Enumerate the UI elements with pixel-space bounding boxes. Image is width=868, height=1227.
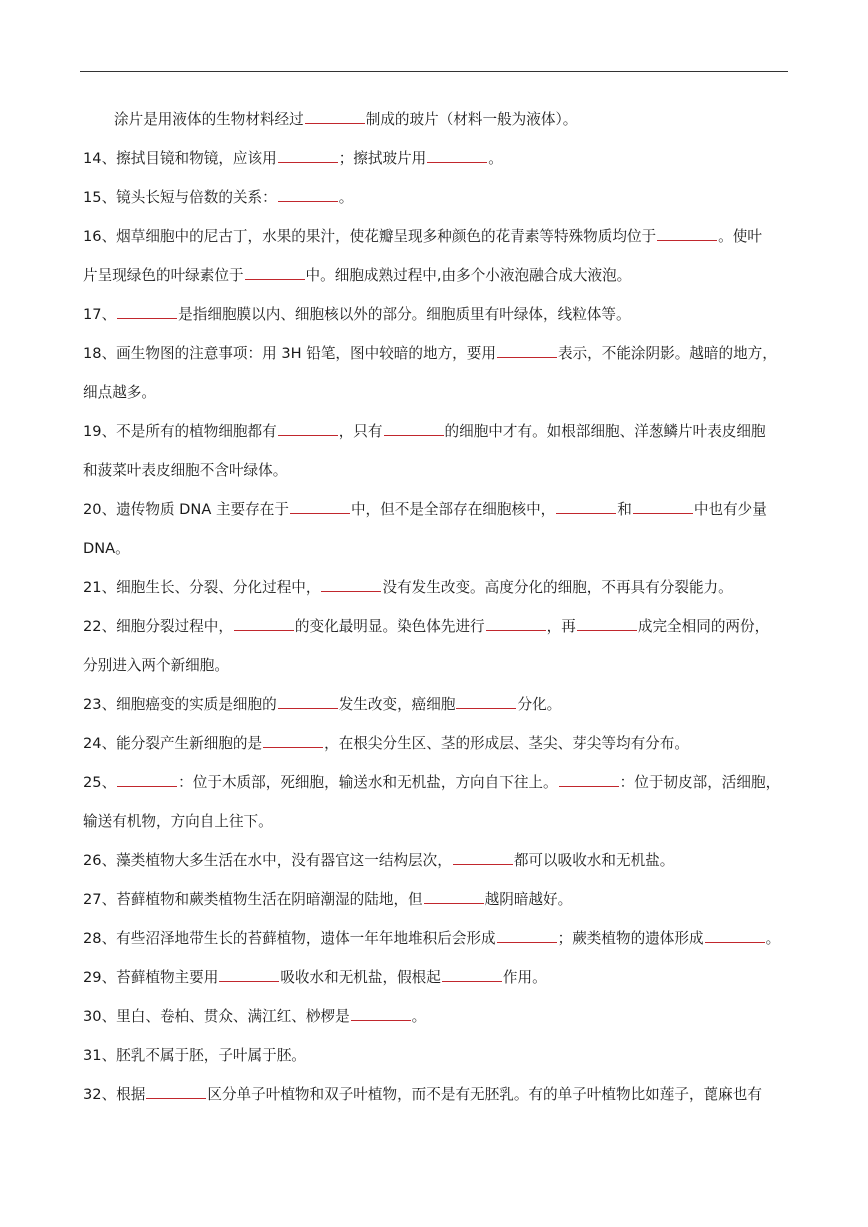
text-segment: 的细胞中才有。如根部细胞、洋葱鳞片叶表皮细胞 bbox=[444, 423, 766, 440]
text-segment: 。使叶 bbox=[718, 228, 762, 245]
text-segment: ，再 bbox=[546, 618, 576, 635]
text-line bbox=[83, 460, 788, 482]
header-rule bbox=[80, 71, 788, 72]
text-segment: 。 bbox=[338, 189, 354, 206]
text-segment: 24、能分裂产生新细胞的是 bbox=[83, 735, 263, 752]
text-segment: 区分单子叶植物和双子叶植物，而不是有无胚乳。有的单子叶植物比如莲子，蓖麻也有 bbox=[207, 1086, 762, 1103]
text-line bbox=[114, 109, 788, 131]
fill-in-blank[interactable] bbox=[559, 772, 619, 787]
text-line bbox=[83, 226, 788, 248]
text-line bbox=[83, 499, 788, 521]
fill-in-blank[interactable] bbox=[321, 577, 381, 592]
text-segment: 输送有机物，方向自上往下。 bbox=[83, 813, 273, 830]
text-line bbox=[83, 421, 788, 443]
text-segment: DNA。 bbox=[83, 540, 130, 557]
fill-in-blank[interactable] bbox=[245, 265, 305, 280]
text-line bbox=[83, 538, 788, 560]
text-segment: 19、不是所有的植物细胞都有 bbox=[83, 423, 277, 440]
text-segment: 15、镜头长短与倍数的关系： bbox=[83, 189, 277, 206]
text-segment: ：位于木质部，死细胞，输送水和无机盐，方向自下往上。 bbox=[178, 774, 558, 791]
text-segment: 中，但不是全部存在细胞核中， bbox=[350, 501, 556, 518]
fill-in-blank[interactable] bbox=[278, 421, 338, 436]
fill-in-blank[interactable] bbox=[486, 616, 546, 631]
text-line bbox=[83, 694, 788, 716]
text-segment: ；擦拭玻片用 bbox=[338, 150, 427, 167]
text-segment: 。 bbox=[765, 930, 781, 947]
text-segment: 26、藻类植物大多生活在水中，没有器官这一结构层次， bbox=[83, 852, 452, 869]
text-segment: 片呈现绿色的叶绿素位于 bbox=[83, 267, 244, 284]
text-segment: 都可以吸收水和无机盐。 bbox=[513, 852, 675, 869]
text-segment: 29、苔藓植物主要用 bbox=[83, 969, 219, 986]
text-line bbox=[83, 1045, 788, 1067]
text-line bbox=[83, 811, 788, 833]
fill-in-blank[interactable] bbox=[384, 421, 444, 436]
text-segment: 制成的玻片（材料一般为液体）。 bbox=[365, 111, 578, 128]
text-line bbox=[83, 577, 788, 599]
fill-in-blank[interactable] bbox=[497, 343, 557, 358]
fill-in-blank[interactable] bbox=[497, 928, 557, 943]
text-line bbox=[83, 733, 788, 755]
text-line bbox=[83, 928, 788, 950]
text-segment: 和 bbox=[617, 501, 632, 518]
fill-in-blank[interactable] bbox=[633, 499, 693, 514]
text-segment: 17、 bbox=[83, 306, 117, 323]
fill-in-blank[interactable] bbox=[705, 928, 765, 943]
text-line bbox=[83, 655, 788, 677]
text-segment: 14、擦拭目镜和物镜，应该用 bbox=[83, 150, 277, 167]
text-segment: 越阴暗越好。 bbox=[484, 891, 573, 908]
fill-in-blank[interactable] bbox=[117, 304, 177, 319]
text-segment: 中也有少量 bbox=[693, 501, 767, 518]
text-segment: ，只有 bbox=[338, 423, 383, 440]
text-segment: ，在根尖分生区、茎的形成层、茎尖、芽尖等均有分布。 bbox=[324, 735, 689, 752]
text-segment: 28、有些沼泽地带生长的苔藓植物，遗体一年年地堆积后会形成 bbox=[83, 930, 496, 947]
text-line bbox=[83, 265, 788, 287]
text-segment: 21、细胞生长、分裂、分化过程中， bbox=[83, 579, 321, 596]
text-segment: ；蕨类植物的遗体形成 bbox=[557, 930, 704, 947]
fill-in-blank[interactable] bbox=[577, 616, 637, 631]
text-segment: 20、遗传物质 DNA 主要存在于 bbox=[83, 501, 289, 518]
text-segment: 表示，不能涂阴影。越暗的地方， bbox=[557, 345, 777, 362]
fill-in-blank[interactable] bbox=[424, 889, 484, 904]
fill-in-blank[interactable] bbox=[290, 499, 350, 514]
text-segment: 25、 bbox=[83, 774, 117, 791]
fill-in-blank[interactable] bbox=[305, 109, 365, 124]
fill-in-blank[interactable] bbox=[453, 850, 513, 865]
fill-in-blank[interactable] bbox=[556, 499, 616, 514]
text-line bbox=[83, 889, 788, 911]
text-segment: 分化。 bbox=[517, 696, 562, 713]
text-segment: 和菠菜叶表皮细胞不含叶绿体。 bbox=[83, 462, 288, 479]
text-segment: ：位于韧皮部，活细胞， bbox=[619, 774, 781, 791]
text-segment: 22、细胞分裂过程中， bbox=[83, 618, 233, 635]
text-segment: 30、里白、卷柏、贯众、满江红、桫椤是 bbox=[83, 1008, 350, 1025]
fill-in-blank[interactable] bbox=[427, 148, 487, 163]
text-segment: 是指细胞膜以内、细胞核以外的部分。细胞质里有叶绿体，线粒体等。 bbox=[178, 306, 631, 323]
text-line bbox=[83, 850, 788, 872]
fill-in-blank[interactable] bbox=[442, 967, 502, 982]
fill-in-blank[interactable] bbox=[278, 694, 338, 709]
text-segment: 27、苔藓植物和蕨类植物生活在阴暗潮湿的陆地，但 bbox=[83, 891, 423, 908]
fill-in-blank[interactable] bbox=[263, 733, 323, 748]
fill-in-blank[interactable] bbox=[657, 226, 717, 241]
text-segment: 。 bbox=[488, 150, 503, 167]
text-line bbox=[83, 382, 788, 404]
text-line bbox=[83, 772, 788, 794]
fill-in-blank[interactable] bbox=[234, 616, 294, 631]
text-segment: 吸收水和无机盐，假根起 bbox=[280, 969, 441, 986]
text-segment: 23、细胞癌变的实质是细胞的 bbox=[83, 696, 277, 713]
text-segment: 31、胚乳不属于胚，子叶属于胚。 bbox=[83, 1047, 306, 1064]
text-segment: 发生改变，癌细胞 bbox=[338, 696, 456, 713]
text-line bbox=[83, 187, 788, 209]
text-segment: 作用。 bbox=[502, 969, 547, 986]
fill-in-blank[interactable] bbox=[278, 187, 338, 202]
fill-in-blank[interactable] bbox=[278, 148, 338, 163]
text-segment: 成完全相同的两份， bbox=[637, 618, 770, 635]
text-line bbox=[83, 148, 788, 170]
text-segment: 没有发生改变。高度分化的细胞，不再具有分裂能力。 bbox=[382, 579, 733, 596]
text-segment: 细点越多。 bbox=[83, 384, 156, 401]
text-segment: 18、画生物图的注意事项：用 3H 铅笔，图中较暗的地方，要用 bbox=[83, 345, 496, 362]
text-line bbox=[83, 616, 788, 638]
text-segment: 的变化最明显。染色体先进行 bbox=[294, 618, 485, 635]
text-line bbox=[83, 304, 788, 326]
fill-in-blank[interactable] bbox=[219, 967, 279, 982]
text-segment: 16、烟草细胞中的尼古丁，水果的果汁，使花瓣呈现多种颜色的花青素等特殊物质均位于 bbox=[83, 228, 657, 245]
fill-in-blank[interactable] bbox=[456, 694, 516, 709]
text-line bbox=[83, 343, 788, 365]
text-line bbox=[83, 1006, 788, 1028]
text-segment: 中。细胞成熟过程中,由多个小液泡融合成大液泡。 bbox=[305, 267, 632, 284]
text-segment: 32、根据 bbox=[83, 1086, 146, 1103]
fill-in-blank[interactable] bbox=[146, 1084, 206, 1099]
fill-in-blank[interactable] bbox=[351, 1006, 411, 1021]
text-line bbox=[83, 967, 788, 989]
text-segment: 分别进入两个新细胞。 bbox=[83, 657, 229, 674]
text-line bbox=[83, 1084, 788, 1106]
text-segment: 涂片是用液体的生物材料经过 bbox=[114, 111, 304, 128]
text-segment: 。 bbox=[411, 1008, 427, 1025]
fill-in-blank[interactable] bbox=[117, 772, 177, 787]
